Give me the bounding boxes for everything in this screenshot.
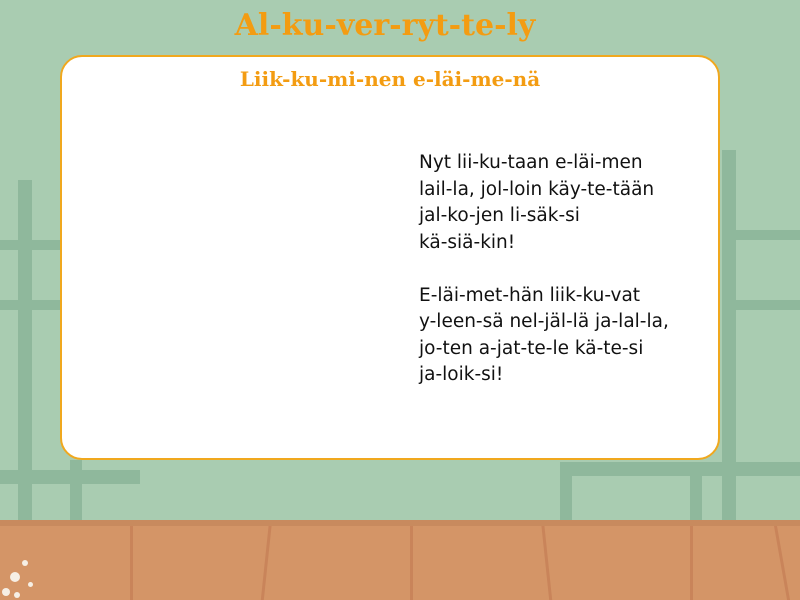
splash-dot <box>28 582 33 587</box>
chair-left-rail-2 <box>0 300 60 310</box>
text-line: jal-ko-jen li-säk-si <box>419 205 580 226</box>
chair-right-leg <box>560 462 572 525</box>
chair-left-rail <box>0 240 60 250</box>
floor-edge <box>0 520 800 526</box>
chair-right-seat <box>560 462 800 476</box>
text-line: E-läi-met-hän liik-ku-vat <box>419 284 641 306</box>
page-title: Al-ku-ver-ryt-te-ly <box>234 8 536 43</box>
floor <box>0 520 800 600</box>
chair-right-leg-2 <box>690 462 702 525</box>
text-line: jo-ten a-jat-te-le kä-te-si <box>419 337 644 359</box>
text-line: ja-loik-si! <box>419 364 504 385</box>
floor-plank-line <box>541 520 552 600</box>
chair-left-leg <box>70 460 82 525</box>
paragraph <box>419 150 719 256</box>
text-line: lail-la, jol-loin käy-te-tään <box>419 178 655 200</box>
paragraph <box>419 283 719 389</box>
card-text <box>419 150 719 415</box>
floor-plank-line <box>410 520 413 600</box>
chair-left-post <box>18 180 32 520</box>
splash-dot <box>22 560 28 566</box>
text-line: kä-siä-kin! <box>419 231 516 253</box>
content-card <box>60 55 720 460</box>
text-line: y-leen-sä nel-jäl-lä ja-lal-la, <box>419 311 669 332</box>
floor-plank-line <box>130 520 133 600</box>
splash-dot <box>2 588 10 596</box>
splash-dot <box>14 592 20 598</box>
floor-plank-line <box>690 520 693 600</box>
floor-plank-line <box>773 520 790 600</box>
chair-right-rail-2 <box>722 300 800 310</box>
card-title: Liik-ku-mi-nen e-läi-me-nä <box>239 67 541 91</box>
splash-dot <box>10 572 20 582</box>
chair-right-rail <box>722 230 800 240</box>
text-line: Nyt lii-ku-taan e-läi-men <box>419 152 643 173</box>
floor-plank-line <box>261 520 272 600</box>
